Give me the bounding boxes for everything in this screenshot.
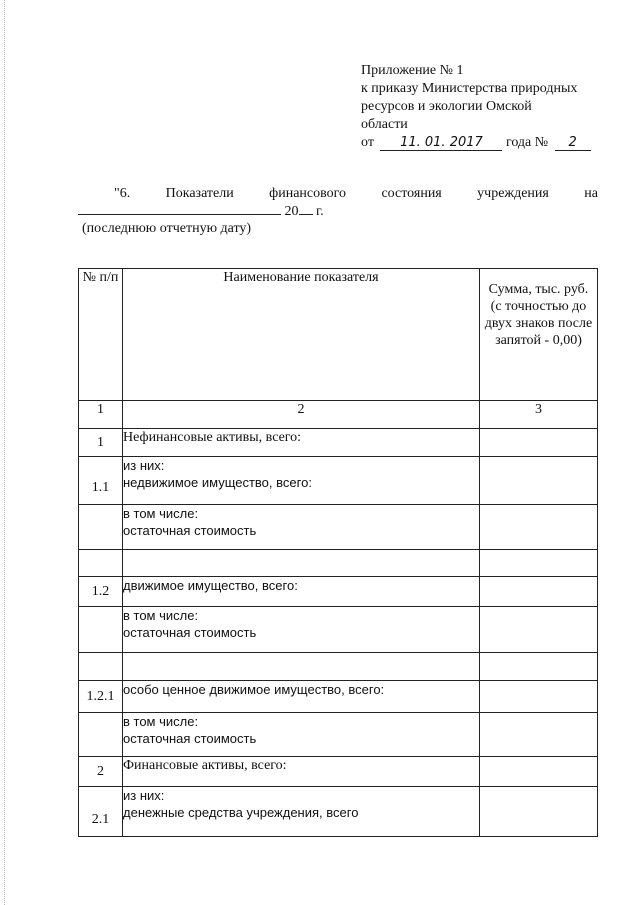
row-indicator: [123, 550, 480, 577]
indicator-subtext: недвижимое имущество, всего:: [123, 475, 312, 490]
row-number: 1: [79, 429, 123, 457]
indicator-text: Нефинансовые активы, всего:: [123, 430, 302, 445]
row-number: 1.1: [79, 457, 123, 505]
column-index: 2: [123, 401, 480, 429]
table-row: [79, 653, 598, 681]
indicator-subtext: остаточная стоимость: [123, 523, 257, 538]
row-number: [79, 653, 123, 681]
table-row: [79, 607, 598, 653]
indicator-text: из них:: [123, 458, 165, 473]
year-prefix: 20: [284, 204, 299, 219]
indicator-subtext: остаточная стоимость: [123, 731, 257, 746]
row-number: [79, 607, 123, 653]
row-indicator: [123, 577, 480, 607]
section-title-line: [78, 185, 598, 202]
handwritten-date: 11. 01. 2017: [380, 135, 502, 151]
column-index: 1: [79, 401, 123, 429]
year-blank-line: [299, 202, 313, 215]
row-amount: [480, 429, 598, 457]
table-row: [79, 681, 598, 713]
row-amount: [480, 607, 598, 653]
row-amount: [480, 577, 598, 607]
indicator-text: особо ценное движимое имущество, всего:: [123, 682, 385, 697]
appendix-date-line: [361, 134, 611, 152]
table-row: [79, 757, 598, 787]
indicator-text: в том числе:: [123, 714, 199, 729]
table-row: [79, 550, 598, 577]
section-number: "6.: [114, 186, 131, 201]
row-amount: [480, 457, 598, 505]
row-indicator: [123, 607, 480, 653]
handwritten-order-number: 2: [555, 135, 591, 151]
table-header-row: [79, 269, 598, 401]
table-row: [79, 787, 598, 837]
appendix-order-line-3: области: [361, 117, 408, 132]
section-word-2: финансового: [269, 186, 347, 201]
row-indicator: [123, 505, 480, 550]
section-word-5: на: [584, 186, 598, 201]
indicator-text: Финансовые активы, всего:: [123, 758, 287, 773]
row-indicator: [123, 457, 480, 505]
financial-indicators-table: [78, 268, 598, 837]
section-date-line: [78, 202, 598, 220]
section-heading: [78, 185, 598, 237]
section-word-3: состояния: [381, 186, 442, 201]
appendix-order-line-1: к приказу Министерства природных: [361, 81, 578, 96]
table-row: [79, 429, 598, 457]
row-amount: [480, 681, 598, 713]
table-row: [79, 577, 598, 607]
appendix-order-line-2: ресурсов и экологии Омской: [361, 99, 532, 114]
indicator-subtext: денежные средства учреждения, всего: [123, 805, 359, 820]
row-indicator: [123, 713, 480, 757]
row-number: 2.1: [79, 787, 123, 837]
header-amount: Сумма, тыс. руб. (с точностью до двух знаков после запятой - 0,00): [480, 269, 598, 401]
indicator-subtext: остаточная стоимость: [123, 625, 257, 640]
date-hint: (последнюю отчетную дату): [82, 221, 252, 236]
row-amount: [480, 653, 598, 681]
row-indicator: [123, 653, 480, 681]
row-amount: [480, 713, 598, 757]
row-number: 2: [79, 757, 123, 787]
section-word-4: учреждения: [477, 186, 549, 201]
row-number: 1.2.1: [79, 681, 123, 713]
scan-edge-perforation: [4, 0, 5, 905]
row-indicator: [123, 681, 480, 713]
row-amount: [480, 550, 598, 577]
appendix-title: Приложение № 1: [361, 63, 464, 78]
row-amount: [480, 505, 598, 550]
column-index: 3: [480, 401, 598, 429]
from-label: от: [361, 135, 374, 150]
row-number: [79, 505, 123, 550]
row-number: [79, 713, 123, 757]
row-number: 1.2: [79, 577, 123, 607]
table-row: [79, 713, 598, 757]
header-indicator-name: Наименование показателя: [123, 269, 480, 401]
date-blank-line: [78, 202, 281, 215]
indicator-text: движимое имущество, всего:: [123, 578, 298, 593]
table-row: [79, 505, 598, 550]
table-row: [79, 457, 598, 505]
column-index-row: [79, 401, 598, 429]
indicator-text: из них:: [123, 788, 165, 803]
row-number: [79, 550, 123, 577]
section-word-1: Показатели: [165, 186, 234, 201]
row-indicator: [123, 429, 480, 457]
row-amount: [480, 787, 598, 837]
row-indicator: [123, 757, 480, 787]
indicator-text: в том числе:: [123, 506, 199, 521]
appendix-header: [361, 62, 611, 152]
year-number-label: года №: [505, 135, 549, 150]
year-suffix: г.: [316, 204, 324, 219]
indicator-text: в том числе:: [123, 608, 199, 623]
header-number: № п/п: [79, 269, 123, 401]
row-indicator: [123, 787, 480, 837]
row-amount: [480, 757, 598, 787]
